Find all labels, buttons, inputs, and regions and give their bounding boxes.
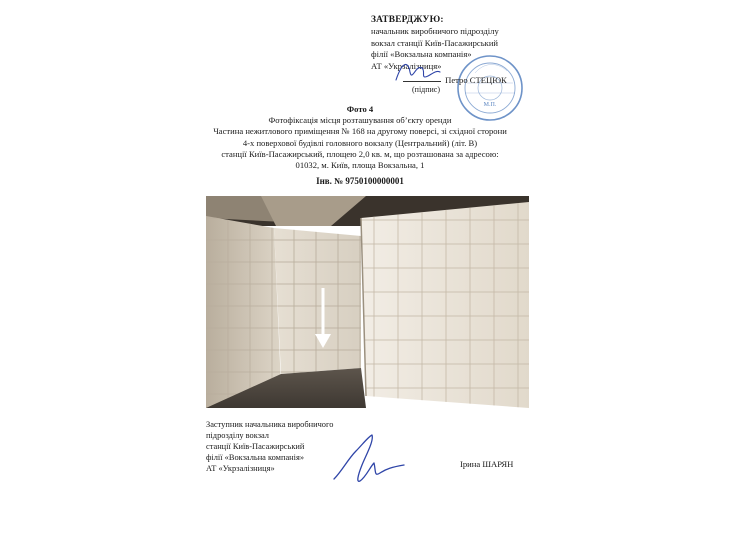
footer-signer: Ірина ШАРЯН <box>460 459 514 469</box>
document-heading <box>200 104 520 171</box>
photo-label: Фото 4 <box>346 104 374 114</box>
room-photo <box>206 196 529 408</box>
approval-signature-line <box>403 75 507 85</box>
approval-line: начальник виробничого підрозділу <box>371 26 499 37</box>
approval-line: АТ «Укрзалізниця» <box>371 60 442 71</box>
footer-signatory-block <box>206 419 333 474</box>
heading-line: Фотофіксація місця розташування об’єкту оренди <box>268 115 452 126</box>
approval-title: ЗАТВЕРДЖУЮ: <box>371 15 444 25</box>
approval-signer: Петро СТЕЦЮК <box>445 75 507 85</box>
approval-line: вокзал станції Київ-Пасажирський <box>371 37 499 48</box>
signature-caption: (підпис) <box>412 85 441 94</box>
heading-line: 4-х поверхової будівлі головного вокзалу (Центральний) (літ. В) <box>242 137 478 148</box>
inventory-number: Інв. № 9750100000001 <box>316 176 404 186</box>
footer-line: підрозділу вокзал <box>206 431 269 440</box>
footer-line: Заступник начальника виробничого <box>206 420 334 429</box>
signature-blank <box>403 81 441 82</box>
footer-line: станції Київ-Пасажирський <box>206 442 305 451</box>
footer-line: філії «Вокзальна компанія» <box>206 453 305 462</box>
approval-line: філії «Вокзальна компанія» <box>371 49 472 60</box>
heading-line: Частина нежитлового приміщення № 168 на другому поверсі, зі східної сторони <box>213 126 507 137</box>
footer-signature <box>328 431 408 487</box>
heading-line: станції Київ-Пасажирський, площею 2,0 кв. м, що розташована за адресою: <box>221 148 499 159</box>
stamp-text: М.П. <box>483 102 497 108</box>
heading-line: 01032, м. Київ, площа Вокзальна, 1 <box>295 160 425 171</box>
footer-line: АТ «Укрзалізниця» <box>206 464 275 473</box>
